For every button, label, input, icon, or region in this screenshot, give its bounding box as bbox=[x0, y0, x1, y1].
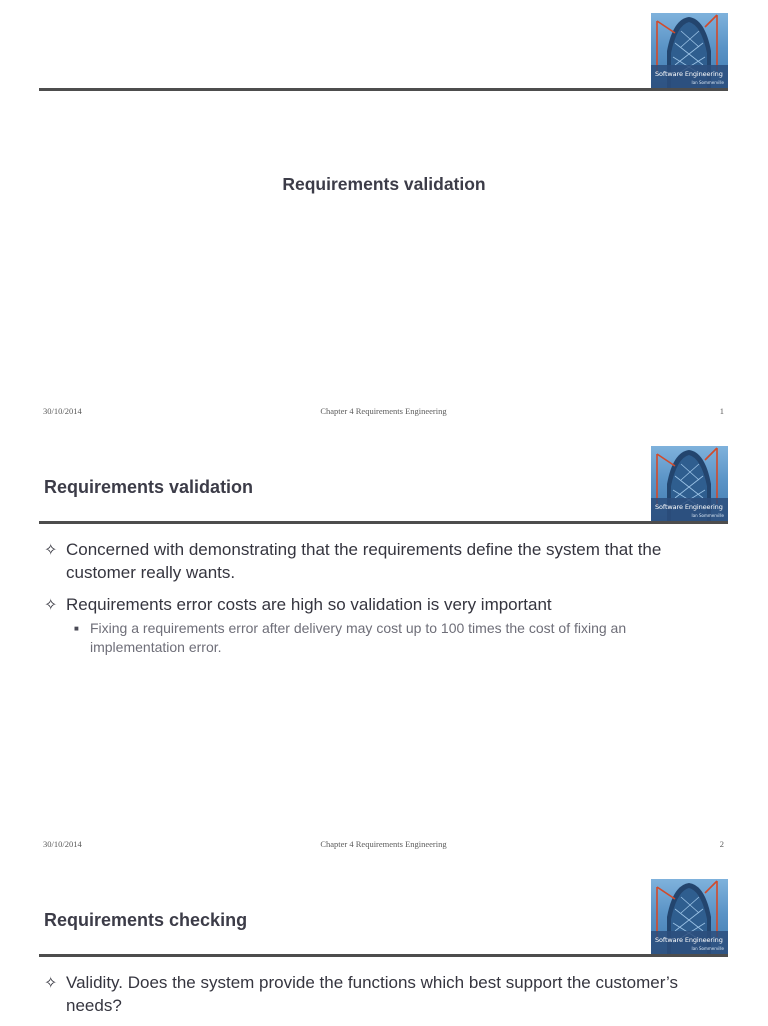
header-rule bbox=[39, 954, 728, 957]
slide-title: Requirements validation bbox=[44, 477, 254, 497]
bullet-text: Requirements error costs are high so validation is very important bbox=[66, 595, 552, 614]
slide-title: Requirements checking bbox=[44, 910, 248, 930]
header-rule bbox=[39, 521, 728, 524]
slide-footer bbox=[43, 839, 724, 853]
book-cover-logo bbox=[651, 13, 728, 90]
slide-3 bbox=[0, 866, 768, 1024]
bullet-item bbox=[44, 971, 724, 1017]
bullet-text: Validity. Does the system provide the functions which best support the customer’s needs? bbox=[66, 973, 678, 1015]
gherkin-building-icon bbox=[651, 879, 728, 956]
diamond-star-bullet-icon: ✧ bbox=[44, 540, 58, 559]
footer-page-number: 2 bbox=[719, 839, 724, 849]
sub-bullet-item bbox=[44, 619, 724, 657]
bullet-text: Concerned with demonstrating that the requirements define the system that the customer really wants. bbox=[66, 540, 662, 582]
book-cover-logo bbox=[651, 446, 728, 523]
footer-page-number: 1 bbox=[719, 406, 724, 416]
logo-title: Software Engineering bbox=[655, 936, 723, 944]
sub-bullet-text: Fixing a requirements error after delivery may cost up to 100 times the cost of fixing an implementation error. bbox=[90, 620, 627, 655]
logo-subtitle: Ian Sommerville bbox=[691, 80, 724, 85]
footer-date: 30/10/2014 bbox=[43, 839, 82, 849]
gherkin-building-icon bbox=[651, 13, 728, 90]
header-rule bbox=[39, 88, 728, 91]
slide-2 bbox=[0, 433, 768, 866]
footer-date: 30/10/2014 bbox=[43, 406, 82, 416]
diamond-star-bullet-icon: ✧ bbox=[44, 973, 58, 992]
book-cover-logo bbox=[651, 879, 728, 956]
square-bullet-icon: ■ bbox=[74, 624, 79, 633]
bullet-item bbox=[44, 593, 724, 616]
logo-subtitle: Ian Sommerville bbox=[691, 513, 724, 518]
gherkin-building-icon bbox=[651, 446, 728, 523]
bullet-item bbox=[44, 538, 724, 584]
footer-chapter: Chapter 4 Requirements Engineering bbox=[320, 839, 447, 849]
slide-footer bbox=[43, 406, 724, 420]
logo-title: Software Engineering bbox=[655, 503, 723, 511]
logo-title: Software Engineering bbox=[655, 70, 723, 78]
bullet-list bbox=[44, 971, 724, 1026]
logo-subtitle: Ian Sommerville bbox=[691, 946, 724, 951]
diamond-star-bullet-icon: ✧ bbox=[44, 595, 58, 614]
title-slide-heading: Requirements validation bbox=[282, 174, 486, 194]
slide-1 bbox=[0, 0, 768, 433]
bullet-list bbox=[44, 538, 724, 665]
footer-chapter: Chapter 4 Requirements Engineering bbox=[320, 406, 447, 416]
